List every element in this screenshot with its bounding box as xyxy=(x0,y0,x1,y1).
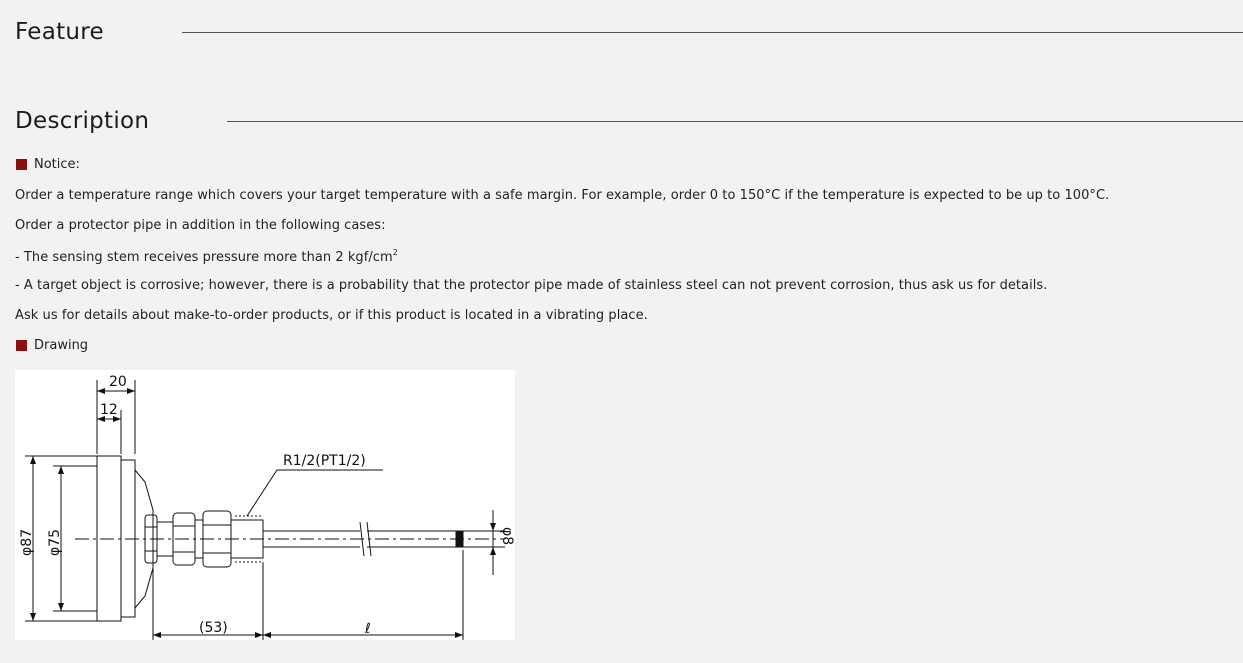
phi-87-label: φ87 xyxy=(19,528,35,556)
notice-paragraph-make-to-order: Ask us for details about make-to-order products, or if this product is located in a vibrating place. xyxy=(15,308,648,323)
description-title: Description xyxy=(15,108,150,134)
notice-paragraph-temperature-range: Order a temperature range which covers your target temperature with a safe margin. For example, order 0 to 150°C if the temperature is expected to be up to 100°C. xyxy=(15,188,1110,203)
phi-75-label: φ75 xyxy=(47,528,63,556)
length-l-label: ℓ xyxy=(365,621,371,637)
square-bullet-icon xyxy=(16,340,27,351)
drawing-heading xyxy=(16,338,88,353)
notice-item-corrosive: - A target object is corrosive; however, there is a probability that the protector pipe made of stainless steel can not prevent corrosion, thus ask us for details. xyxy=(15,278,1048,293)
stem-tip xyxy=(456,531,463,547)
notice-title: Notice: xyxy=(34,157,80,172)
thread-leader xyxy=(247,470,383,516)
thread-label: R1/2(PT1/2) xyxy=(283,453,366,469)
dim-label-53: (53) xyxy=(199,620,228,636)
drawing-svg xyxy=(15,370,515,640)
feature-title: Feature xyxy=(15,19,105,45)
feature-section-header xyxy=(15,19,1243,45)
notice-heading xyxy=(16,157,80,172)
notice-item-pressure xyxy=(15,248,398,265)
notice-paragraph-protector-pipe: Order a protector pipe in addition in the following cases: xyxy=(15,218,386,233)
drawing-title: Drawing xyxy=(34,338,89,353)
notice-item-pressure-text: - The sensing stem receives pressure more than 2 kgf/cm xyxy=(15,250,393,265)
superscript-2: 2 xyxy=(392,248,398,257)
square-bullet-icon xyxy=(16,159,27,170)
description-section-header xyxy=(15,108,1243,134)
dim-label-20: 20 xyxy=(109,374,127,390)
thermometer-technical-drawing xyxy=(15,370,515,640)
phi-8-label: φ8 xyxy=(499,527,515,546)
dim-label-12: 12 xyxy=(100,402,118,418)
feature-divider xyxy=(182,32,1243,33)
description-divider xyxy=(227,121,1243,122)
